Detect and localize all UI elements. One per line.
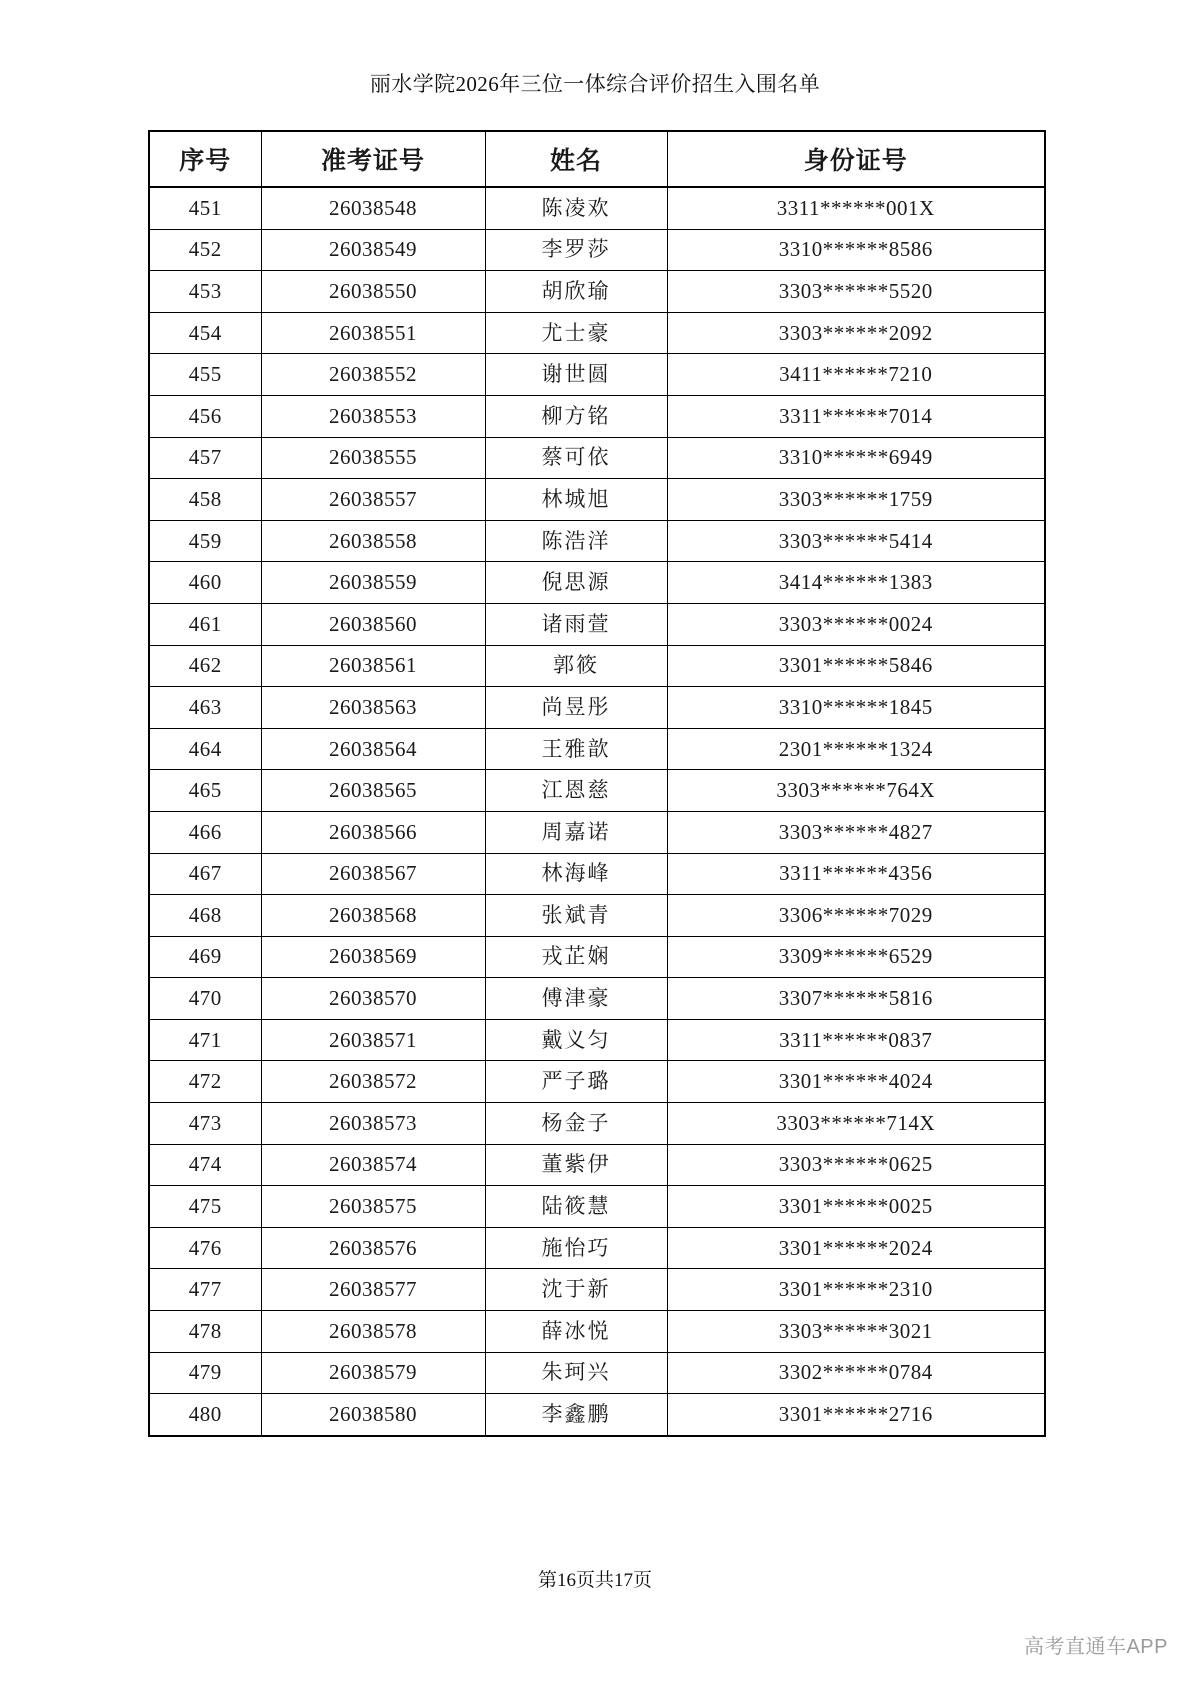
table-row <box>149 1227 1045 1269</box>
table-row <box>149 770 1045 812</box>
cell-exam: 26038550 <box>261 271 485 313</box>
cell-name: 李罗莎 <box>485 229 667 271</box>
cell-name: 尤士豪 <box>485 312 667 354</box>
cell-id: 3311******0837 <box>667 1019 1045 1061</box>
cell-name: 董紫伊 <box>485 1144 667 1186</box>
table-row <box>149 853 1045 895</box>
page-number-footer: 第16页共17页 <box>537 1570 652 1591</box>
table-row <box>149 1103 1045 1145</box>
cell-name: 陈凌欢 <box>485 187 667 229</box>
cell-id: 3303******2092 <box>667 312 1045 354</box>
cell-seq: 479 <box>149 1352 261 1394</box>
cell-name: 朱珂兴 <box>485 1352 667 1394</box>
cell-exam: 26038576 <box>261 1227 485 1269</box>
cell-exam: 26038552 <box>261 354 485 396</box>
cell-exam: 26038568 <box>261 895 485 937</box>
cell-id: 3310******6949 <box>667 437 1045 479</box>
cell-exam: 26038553 <box>261 395 485 437</box>
table-row <box>149 354 1045 396</box>
cell-name: 倪思源 <box>485 562 667 604</box>
cell-id: 3311******001X <box>667 187 1045 229</box>
cell-exam: 26038565 <box>261 770 485 812</box>
cell-name: 张斌青 <box>485 895 667 937</box>
cell-name: 施怡巧 <box>485 1227 667 1269</box>
cell-exam: 26038559 <box>261 562 485 604</box>
cell-name: 沈于新 <box>485 1269 667 1311</box>
roster-table <box>148 130 1046 1437</box>
cell-id: 3311******4356 <box>667 853 1045 895</box>
cell-exam: 26038572 <box>261 1061 485 1103</box>
cell-name: 戎芷娴 <box>485 936 667 978</box>
cell-id: 2301******1324 <box>667 728 1045 770</box>
table-header <box>149 131 1045 187</box>
table-row <box>149 1061 1045 1103</box>
cell-exam: 26038579 <box>261 1352 485 1394</box>
cell-seq: 461 <box>149 603 261 645</box>
cell-seq: 457 <box>149 437 261 479</box>
cell-name: 陆筱慧 <box>485 1186 667 1228</box>
table-row <box>149 728 1045 770</box>
cell-exam: 26038573 <box>261 1103 485 1145</box>
cell-id: 3301******5846 <box>667 645 1045 687</box>
cell-seq: 453 <box>149 271 261 313</box>
table-row <box>149 395 1045 437</box>
cell-id: 3306******7029 <box>667 895 1045 937</box>
cell-seq: 476 <box>149 1227 261 1269</box>
cell-exam: 26038551 <box>261 312 485 354</box>
cell-exam: 26038578 <box>261 1311 485 1353</box>
cell-exam: 26038567 <box>261 853 485 895</box>
table-row <box>149 687 1045 729</box>
cell-name: 傅津豪 <box>485 978 667 1020</box>
cell-exam: 26038571 <box>261 1019 485 1061</box>
cell-id: 3310******1845 <box>667 687 1045 729</box>
cell-name: 胡欣瑜 <box>485 271 667 313</box>
cell-name: 林城旭 <box>485 479 667 521</box>
cell-seq: 452 <box>149 229 261 271</box>
cell-seq: 474 <box>149 1144 261 1186</box>
cell-seq: 460 <box>149 562 261 604</box>
cell-exam: 26038577 <box>261 1269 485 1311</box>
cell-seq: 456 <box>149 395 261 437</box>
table-row <box>149 1352 1045 1394</box>
cell-exam: 26038560 <box>261 603 485 645</box>
cell-exam: 26038563 <box>261 687 485 729</box>
cell-exam: 26038574 <box>261 1144 485 1186</box>
table-row <box>149 895 1045 937</box>
table-body <box>149 187 1045 1436</box>
cell-id: 3303******1759 <box>667 479 1045 521</box>
cell-seq: 466 <box>149 811 261 853</box>
column-header-sequence: 序号 <box>149 131 261 187</box>
cell-exam: 26038566 <box>261 811 485 853</box>
cell-exam: 26038569 <box>261 936 485 978</box>
cell-id: 3309******6529 <box>667 936 1045 978</box>
cell-exam: 26038564 <box>261 728 485 770</box>
column-header-exam-number: 准考证号 <box>261 131 485 187</box>
app-watermark: 高考直通车APP <box>1023 1636 1168 1658</box>
cell-id: 3414******1383 <box>667 562 1045 604</box>
cell-id: 3303******4827 <box>667 811 1045 853</box>
cell-name: 严子璐 <box>485 1061 667 1103</box>
cell-seq: 470 <box>149 978 261 1020</box>
cell-seq: 451 <box>149 187 261 229</box>
cell-seq: 459 <box>149 520 261 562</box>
cell-id: 3303******5520 <box>667 271 1045 313</box>
cell-name: 尚昱彤 <box>485 687 667 729</box>
cell-exam: 26038570 <box>261 978 485 1020</box>
cell-seq: 464 <box>149 728 261 770</box>
cell-seq: 478 <box>149 1311 261 1353</box>
table-row <box>149 1394 1045 1436</box>
table-row <box>149 603 1045 645</box>
cell-name: 薛冰悦 <box>485 1311 667 1353</box>
cell-id: 3311******7014 <box>667 395 1045 437</box>
cell-id: 3411******7210 <box>667 354 1045 396</box>
cell-seq: 455 <box>149 354 261 396</box>
cell-seq: 465 <box>149 770 261 812</box>
cell-seq: 471 <box>149 1019 261 1061</box>
cell-name: 周嘉诺 <box>485 811 667 853</box>
cell-name: 蔡可依 <box>485 437 667 479</box>
cell-exam: 26038575 <box>261 1186 485 1228</box>
cell-name: 江恩慈 <box>485 770 667 812</box>
cell-id: 3303******0024 <box>667 603 1045 645</box>
cell-exam: 26038549 <box>261 229 485 271</box>
cell-name: 柳方铭 <box>485 395 667 437</box>
cell-exam: 26038558 <box>261 520 485 562</box>
cell-name: 郭筱 <box>485 645 667 687</box>
page-title: 丽水学院2026年三位一体综合评价招生入围名单 <box>369 72 821 96</box>
cell-name: 杨金子 <box>485 1103 667 1145</box>
table-row <box>149 187 1045 229</box>
table-row <box>149 811 1045 853</box>
cell-name: 王雅歆 <box>485 728 667 770</box>
cell-id: 3303******764X <box>667 770 1045 812</box>
cell-seq: 469 <box>149 936 261 978</box>
cell-id: 3301******0025 <box>667 1186 1045 1228</box>
cell-name: 林海峰 <box>485 853 667 895</box>
table-row <box>149 645 1045 687</box>
cell-id: 3310******8586 <box>667 229 1045 271</box>
table-row <box>149 271 1045 313</box>
table-row <box>149 312 1045 354</box>
cell-seq: 480 <box>149 1394 261 1436</box>
table-row <box>149 978 1045 1020</box>
cell-seq: 462 <box>149 645 261 687</box>
cell-name: 李鑫鹏 <box>485 1394 667 1436</box>
cell-id: 3303******3021 <box>667 1311 1045 1353</box>
table-row <box>149 1269 1045 1311</box>
cell-seq: 463 <box>149 687 261 729</box>
cell-exam: 26038557 <box>261 479 485 521</box>
column-header-name: 姓名 <box>485 131 667 187</box>
cell-exam: 26038555 <box>261 437 485 479</box>
cell-seq: 475 <box>149 1186 261 1228</box>
column-header-id-number: 身份证号 <box>667 131 1045 187</box>
table-header-row <box>149 131 1045 187</box>
table-row <box>149 562 1045 604</box>
table-row <box>149 1144 1045 1186</box>
cell-id: 3303******714X <box>667 1103 1045 1145</box>
table-row <box>149 1311 1045 1353</box>
table-row <box>149 1019 1045 1061</box>
cell-seq: 454 <box>149 312 261 354</box>
cell-id: 3301******2024 <box>667 1227 1045 1269</box>
cell-id: 3302******0784 <box>667 1352 1045 1394</box>
cell-id: 3307******5816 <box>667 978 1045 1020</box>
cell-seq: 472 <box>149 1061 261 1103</box>
table-row <box>149 520 1045 562</box>
cell-seq: 477 <box>149 1269 261 1311</box>
cell-name: 诸雨萱 <box>485 603 667 645</box>
cell-id: 3301******2716 <box>667 1394 1045 1436</box>
cell-name: 谢世圆 <box>485 354 667 396</box>
cell-exam: 26038561 <box>261 645 485 687</box>
table-row <box>149 1186 1045 1228</box>
table-row <box>149 479 1045 521</box>
cell-seq: 458 <box>149 479 261 521</box>
cell-name: 陈浩洋 <box>485 520 667 562</box>
cell-id: 3303******5414 <box>667 520 1045 562</box>
table-row <box>149 936 1045 978</box>
cell-exam: 26038548 <box>261 187 485 229</box>
cell-id: 3301******4024 <box>667 1061 1045 1103</box>
cell-seq: 473 <box>149 1103 261 1145</box>
cell-id: 3301******2310 <box>667 1269 1045 1311</box>
table-row <box>149 229 1045 271</box>
cell-id: 3303******0625 <box>667 1144 1045 1186</box>
cell-seq: 468 <box>149 895 261 937</box>
cell-exam: 26038580 <box>261 1394 485 1436</box>
cell-name: 戴义匀 <box>485 1019 667 1061</box>
table-row <box>149 437 1045 479</box>
cell-seq: 467 <box>149 853 261 895</box>
roster-table-container <box>148 130 1044 1437</box>
